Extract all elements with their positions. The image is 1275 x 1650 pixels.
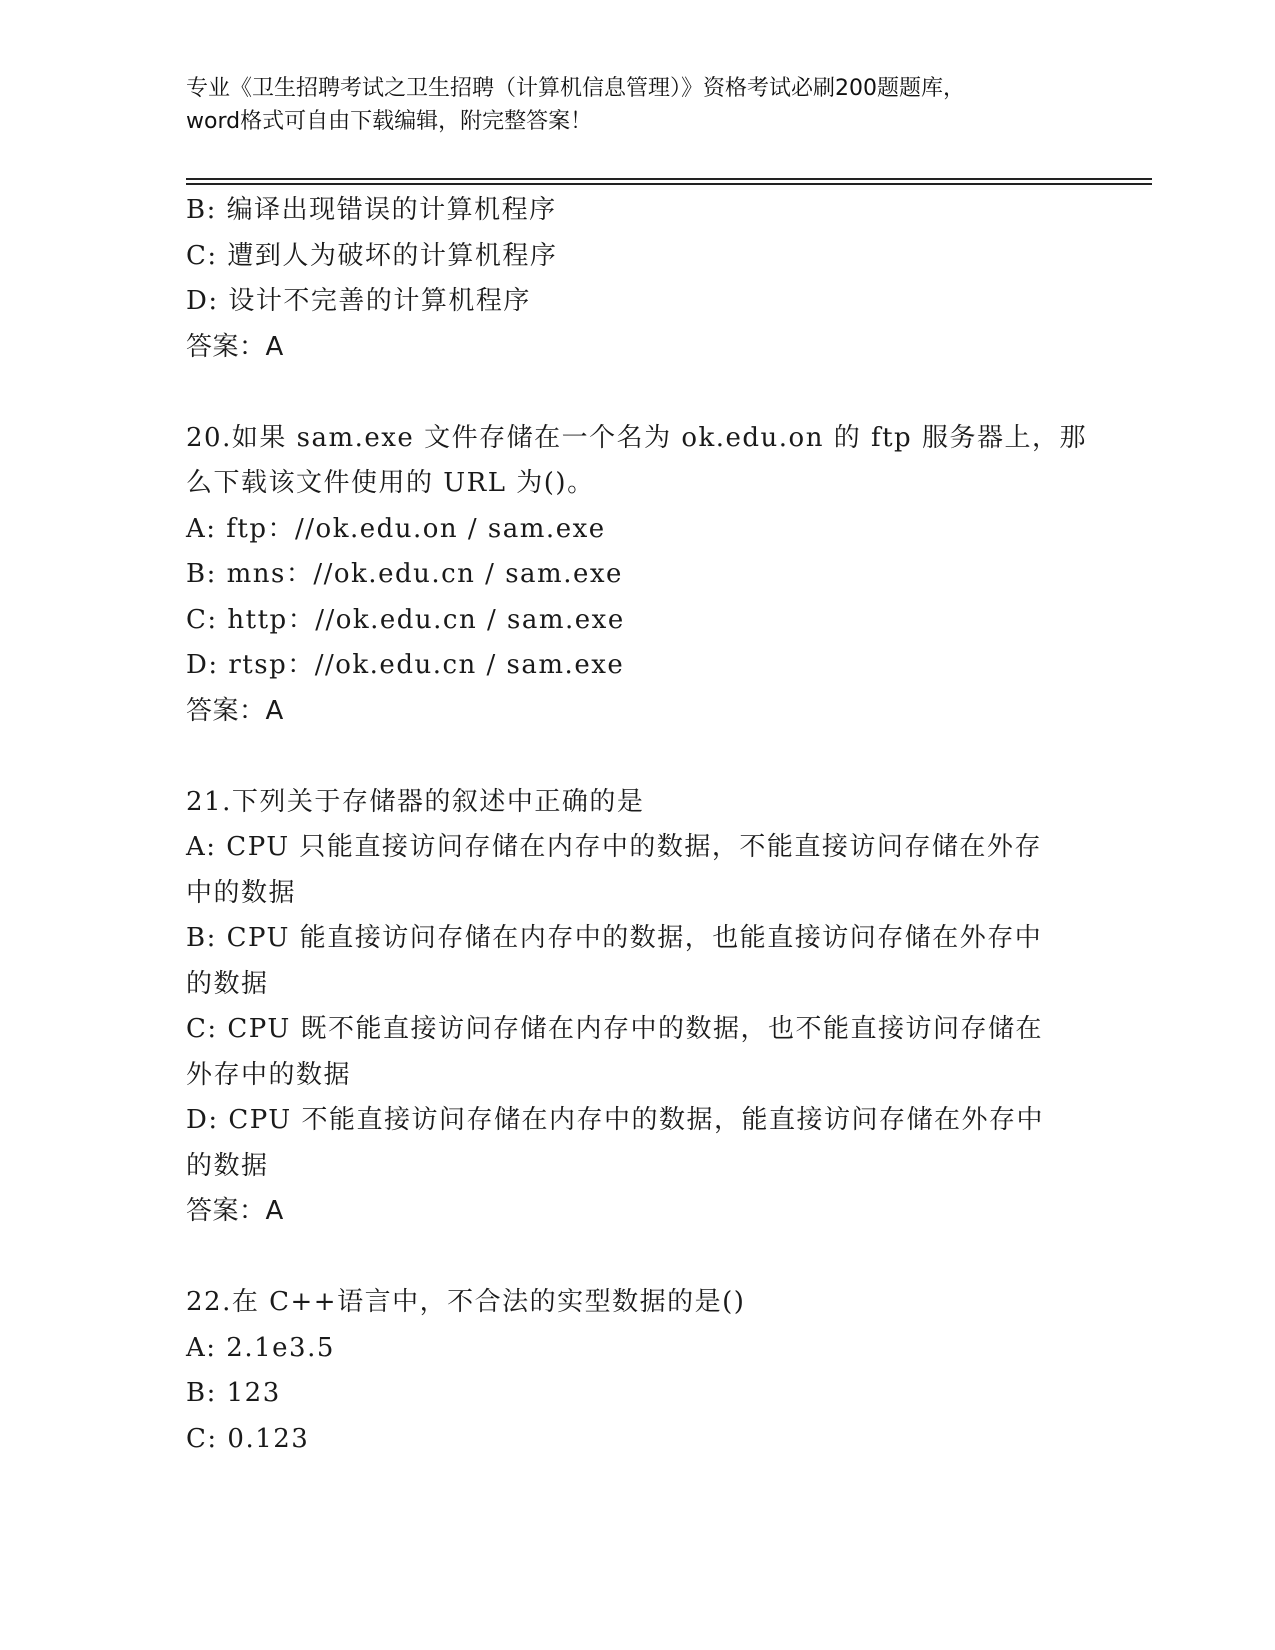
option-c-continued: 外存中的数据 xyxy=(186,1059,352,1090)
option-a: A: ftp：//ok.edu.on / sam.exe xyxy=(186,513,606,544)
question-stem-continued: 么下载该文件使用的 URL 为()。 xyxy=(186,468,595,498)
document-header xyxy=(186,72,1086,138)
option-a: A: CPU 只能直接访问存储在内存中的数据，不能直接访问存储在外存 xyxy=(186,832,1042,862)
question-spacer xyxy=(186,1235,1076,1281)
option-a-continued: 中的数据 xyxy=(186,877,297,908)
question-content xyxy=(186,188,1087,1462)
question-spacer xyxy=(186,734,1076,780)
option-d: D: rtsp：//ok.edu.cn / sam.exe xyxy=(186,650,625,680)
question-stem: 20.如果 sam.exe 文件存储在一个名为 ok.edu.on 的 ftp 服务器上，那 xyxy=(186,422,1087,453)
option-d-continued: 的数据 xyxy=(186,1150,269,1181)
header-title-line-2: word格式可自由下载编辑，附完整答案！ xyxy=(186,109,593,134)
question-22 xyxy=(186,1280,1076,1462)
option-a: A: 2.1e3.5 xyxy=(186,1332,335,1363)
answer-line: 答案：A xyxy=(186,1196,284,1226)
option-b-continued: 的数据 xyxy=(186,968,269,999)
header-title-line-1: 专业《卫生招聘考试之卫生招聘（计算机信息管理）》资格考试必刷200题题库， xyxy=(186,76,965,101)
question-20 xyxy=(186,416,1087,735)
question-stem: 21.下列关于存储器的叙述中正确的是 xyxy=(186,786,645,817)
option-b: B: 编译出现错误的计算机程序 xyxy=(186,195,557,225)
header-rule-bottom xyxy=(186,183,1152,185)
option-c: C: http：//ok.edu.cn / sam.exe xyxy=(186,604,625,635)
question-21 xyxy=(186,780,1076,1235)
answer-line: 答案：A xyxy=(186,331,284,362)
option-c: C: 遭到人为破坏的计算机程序 xyxy=(186,240,558,271)
option-b: B: mns：//ok.edu.cn / sam.exe xyxy=(186,559,623,589)
option-c: C: CPU 既不能直接访问存储在内存中的数据，也不能直接访问存储在 xyxy=(186,1014,1044,1044)
option-d: D: 设计不完善的计算机程序 xyxy=(186,286,531,316)
option-b: B: CPU 能直接访问存储在内存中的数据，也能直接访问存储在外存中 xyxy=(186,923,1043,953)
question-spacer xyxy=(186,370,1076,416)
question-stem: 22.在 C++语言中，不合法的实型数据的是() xyxy=(186,1287,746,1317)
option-c: C: 0.123 xyxy=(186,1423,310,1454)
option-b: B: 123 xyxy=(186,1378,281,1408)
header-rule-top xyxy=(186,178,1152,180)
question-19-tail xyxy=(186,188,1076,370)
option-d: D: CPU 不能直接访问存储在内存中的数据，能直接访问存储在外存中 xyxy=(186,1105,1044,1135)
answer-line: 答案：A xyxy=(186,695,284,726)
